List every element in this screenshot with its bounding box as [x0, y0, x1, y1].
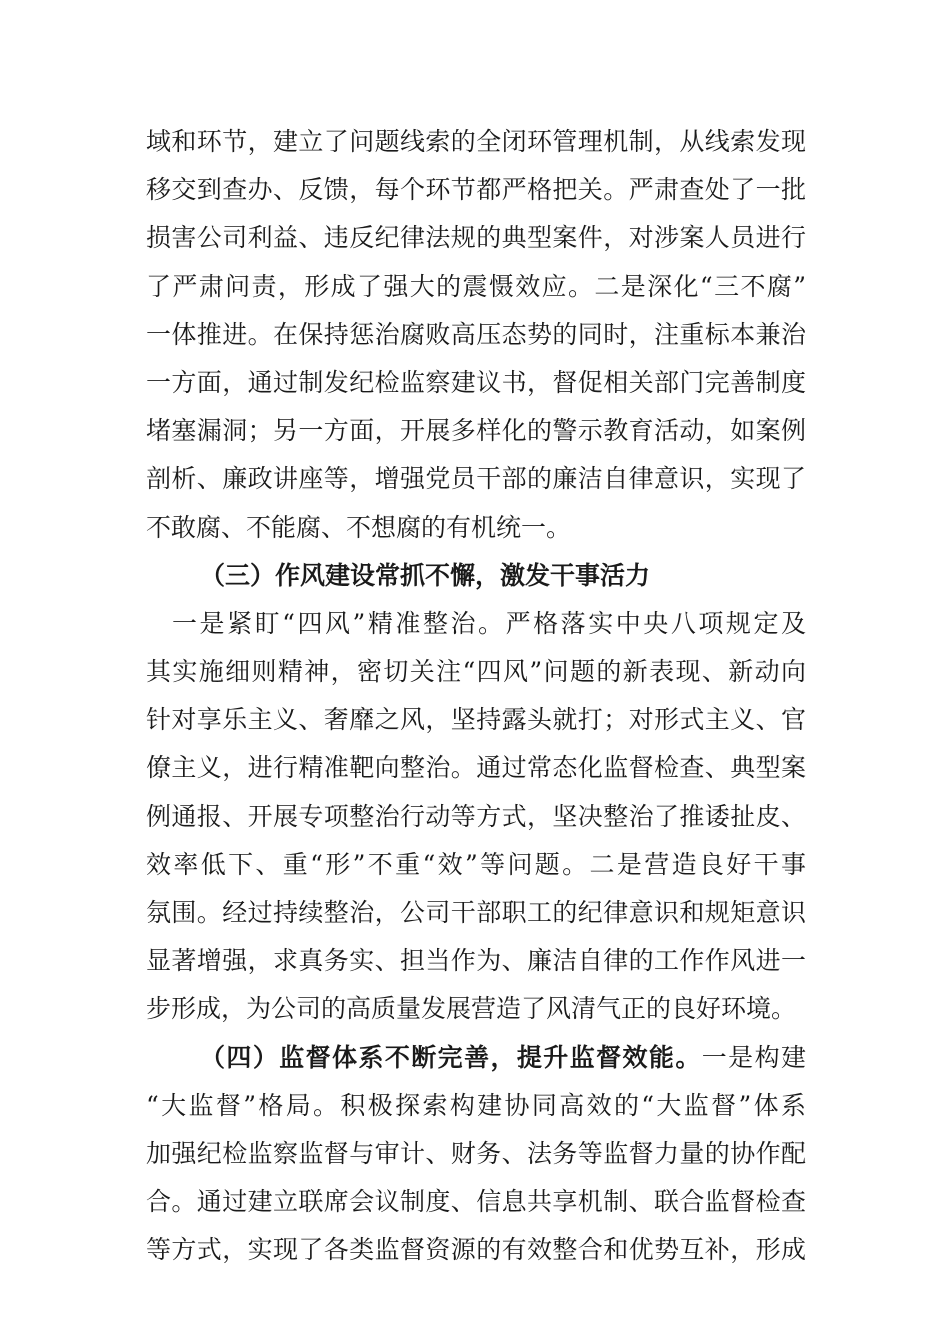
section-heading-4: （四）监督体系不断完善，提升监督效能。	[200, 1042, 702, 1072]
text-line: 显著增强，求真务实、担当作为、廉洁自律的工作作风进一	[146, 946, 806, 976]
text-line: 移交到查办、反馈，每个环节都严格把关。严肃查处了一批	[146, 175, 806, 205]
text-line: 不敢腐、不能腐、不想腐的有机统一。	[146, 512, 572, 542]
text-line: 针对享乐主义、奢靡之风，坚持露头就打；对形式主义、官	[146, 705, 806, 735]
text-line: 合。通过建立联席会议制度、信息共享机制、联合监督检查	[146, 1187, 806, 1217]
text-line: 一体推进。在保持惩治腐败高压态势的同时，注重标本兼治	[146, 319, 806, 349]
text-line: 步形成，为公司的高质量发展营造了风清气正的良好环境。	[146, 994, 797, 1024]
text-line: 了严肃问责，形成了强大的震慑效应。二是深化“三不腐”	[146, 271, 806, 301]
text-line: 加强纪检监察监督与审计、财务、法务等监督力量的协作配	[146, 1138, 806, 1168]
text-line: 氛围。经过持续整治，公司干部职工的纪律意识和规矩意识	[146, 898, 806, 927]
text-line: 一是紧盯“四风”精准整治。严格落实中央八项规定及	[172, 608, 806, 638]
section-heading-4-line	[146, 1034, 806, 1082]
text-line: 一方面，通过制发纪检监察建议书，督促相关部门完善制度	[146, 367, 806, 397]
text-fragment: 一是构建	[701, 1042, 806, 1072]
text-line: “大监督”格局。积极探索构建协同高效的“大监督”体系	[146, 1090, 806, 1120]
section-heading-3: （三）作风建设常抓不懈，激发干事活力	[200, 560, 651, 590]
paragraph-continued	[146, 118, 806, 552]
text-line: 等方式，实现了各类监督资源的有效整合和优势互补，形成	[146, 1235, 806, 1265]
document-body	[146, 118, 806, 1275]
text-line: 损害公司利益、违反纪律法规的典型案件，对涉案人员进行	[146, 223, 806, 253]
text-line: 例通报、开展专项整治行动等方式，坚决整治了推诿扯皮、	[146, 801, 806, 831]
text-line: 堵塞漏洞；另一方面，开展多样化的警示教育活动，如案例	[146, 416, 806, 446]
paragraph-section-4	[146, 1034, 806, 1275]
text-line: 剖析、廉政讲座等，增强党员干部的廉洁自律意识，实现了	[146, 464, 806, 494]
text-line: 其实施细则精神，密切关注“四风”问题的新表现、新动向	[146, 657, 806, 687]
text-line: 域和环节，建立了问题线索的全闭环管理机制，从线索发现	[146, 127, 806, 156]
paragraph-section-3	[146, 600, 806, 1034]
text-line: 效率低下、重“形”不重“效”等问题。二是营造良好干事	[146, 849, 806, 879]
text-line: 僚主义，进行精准靶向整治。通过常态化监督检查、典型案	[146, 753, 806, 783]
